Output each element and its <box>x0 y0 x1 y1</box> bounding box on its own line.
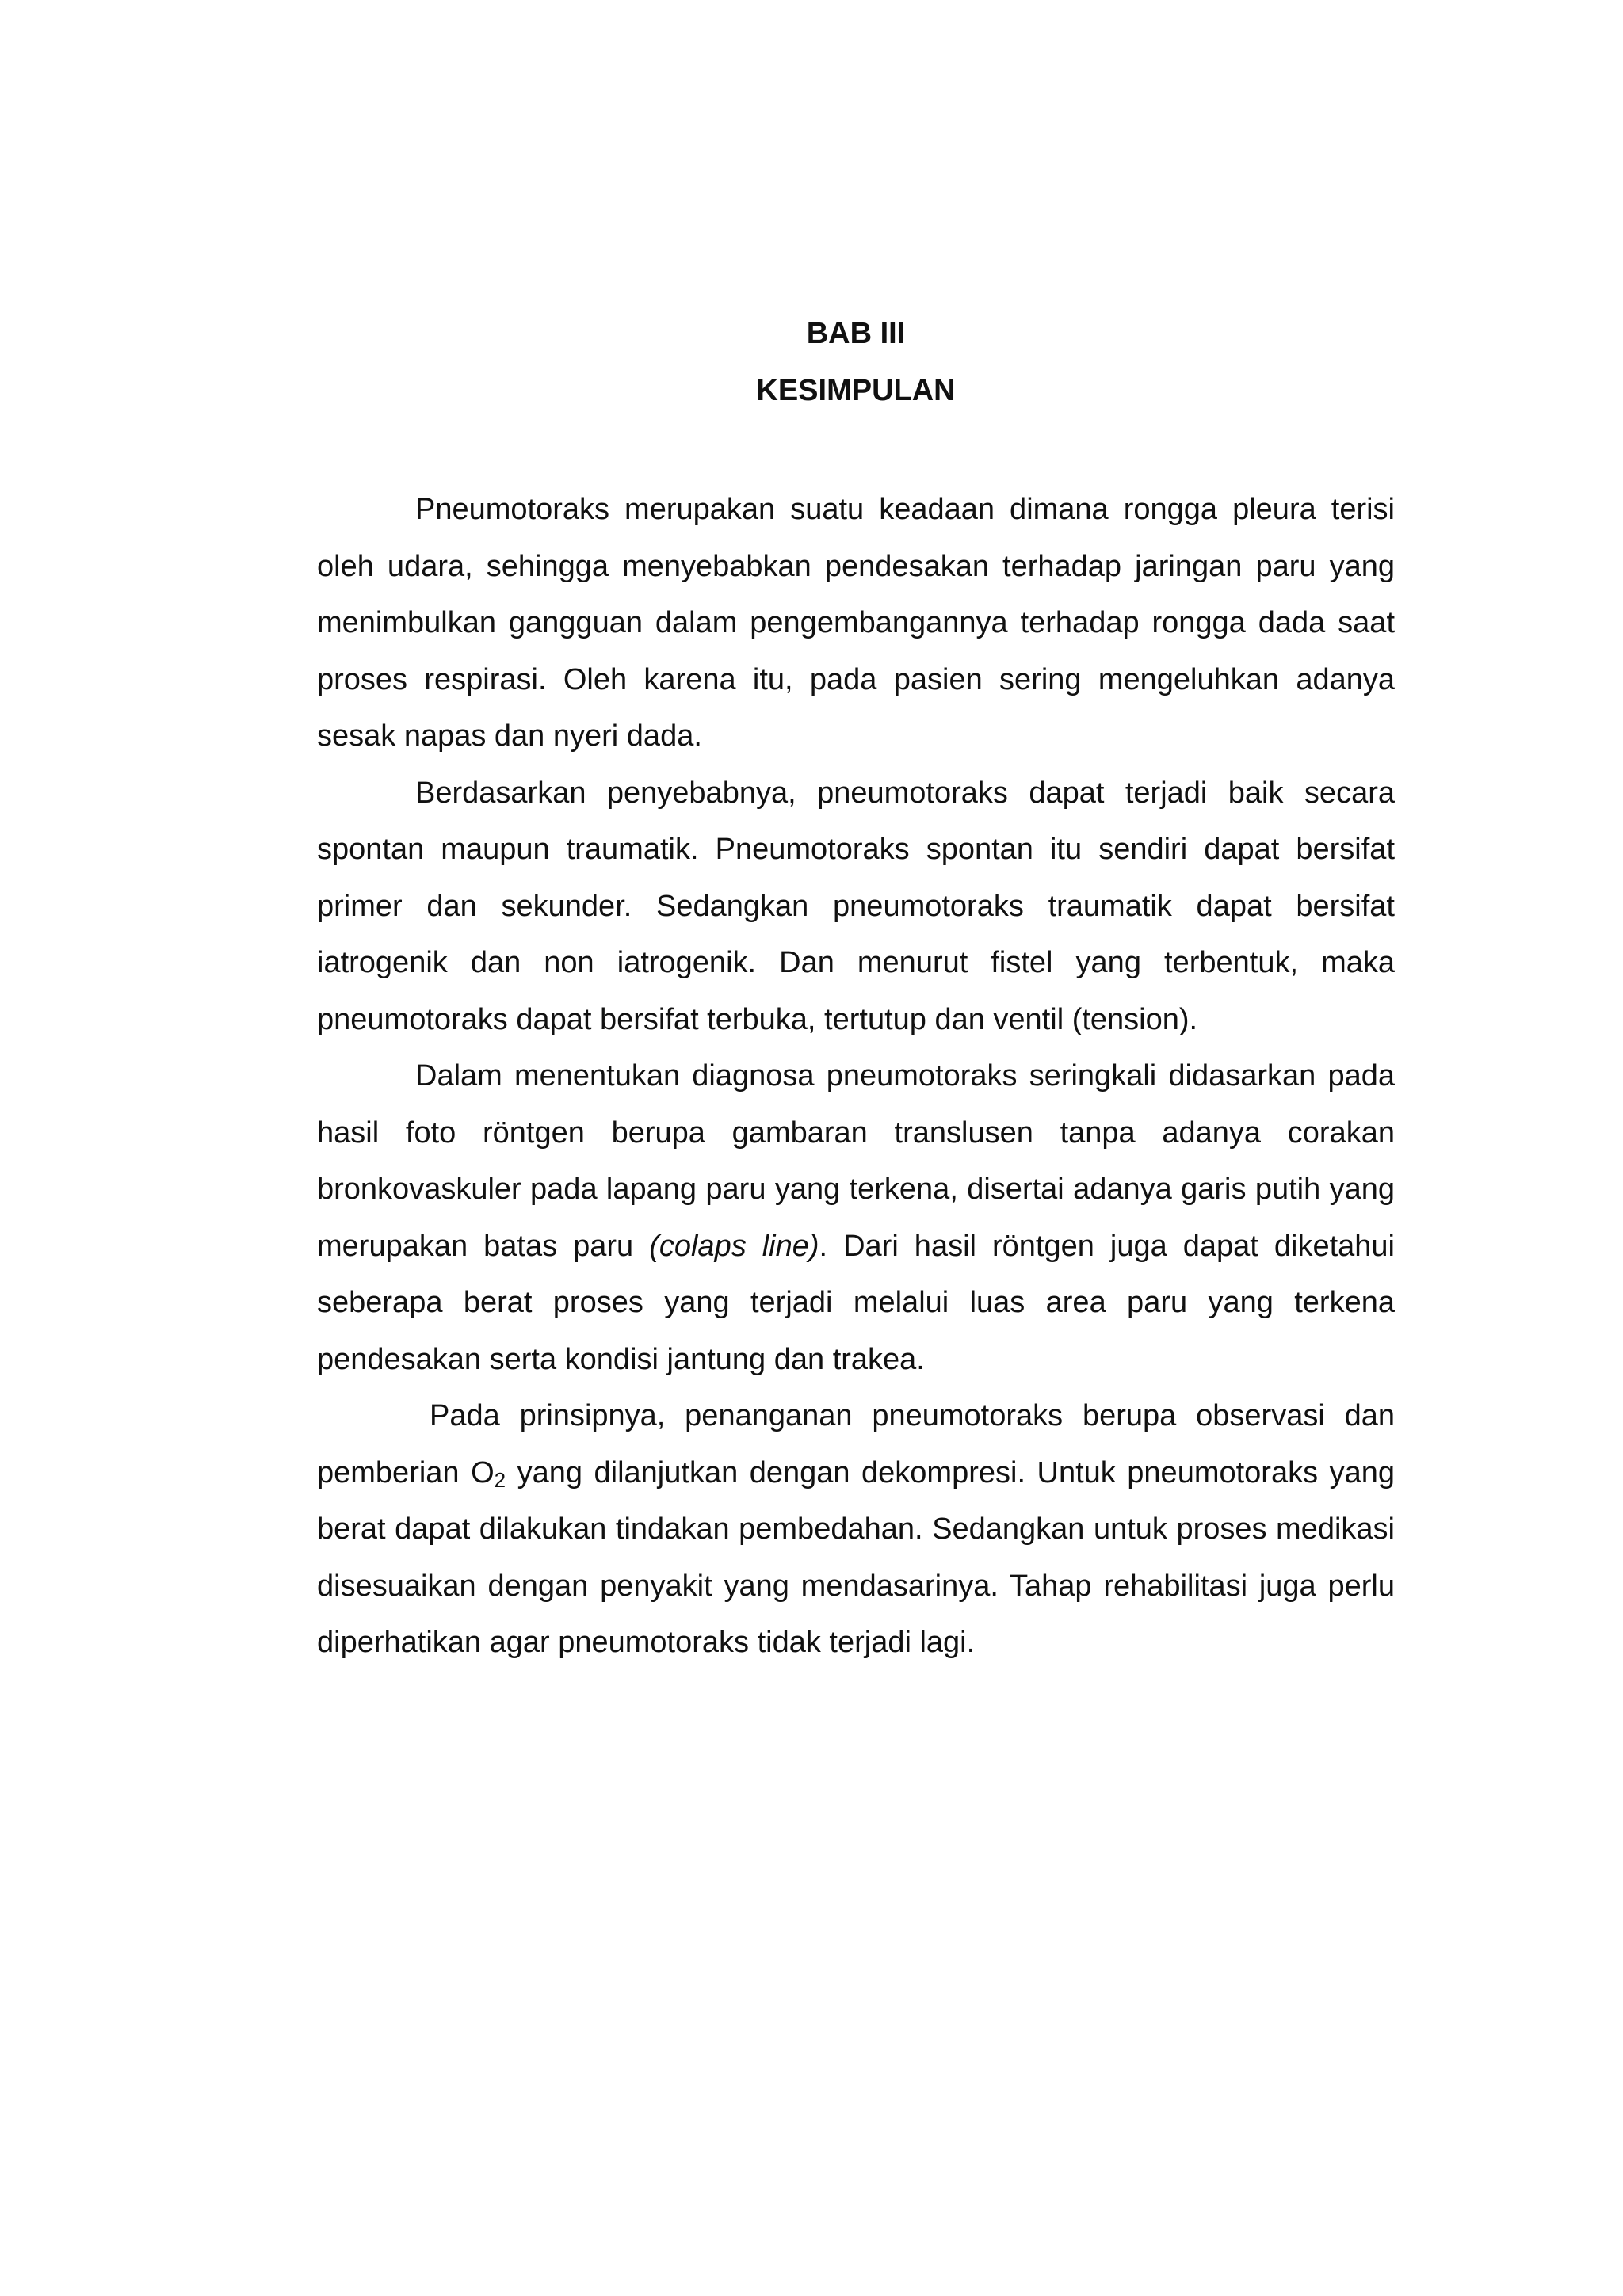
paragraph-4 <box>317 1388 1395 1672</box>
paragraph-4-text: Pada prinsipnya, penanganan pneumotoraks berupa observasi dan pemberian O <box>317 1399 1395 1489</box>
colaps-line-term: (colaps line) <box>649 1229 819 1263</box>
paragraph-4-last-line: pneumotoraks tidak terjadi lagi. <box>558 1626 976 1659</box>
paragraph-3 <box>317 1048 1395 1388</box>
oxygen-subscript: 2 <box>494 1467 506 1492</box>
paragraph-1: Pneumotoraks merupakan suatu keadaan dimana rongga pleura terisi oleh udara, sehingga menyebabkan pendesakan terhadap jaringan paru yang menimbulkan gangguan dalam pengembangannya terhadap rongga dada saat proses respirasi. Oleh karena itu, pada pasien sering mengeluhkan adanya sesak napas dan nyeri dada. <box>317 493 1395 753</box>
chapter-heading: BAB III <box>806 317 906 350</box>
chapter-title: KESIMPULAN <box>756 374 956 407</box>
paragraph-3-text: Dalam menentukan diagnosa pneumotoraks seringkali didasarkan pada hasil foto röntgen berupa gambaran translusen tanpa adanya corakan bronkovaskuler pada lapang paru yang terkena, disertai adanya garis putih yang merupakan batas paru <box>317 1059 1395 1263</box>
paragraph-2: Berdasarkan penyebabnya, pneumotoraks dapat terjadi baik secara spontan maupun traumatik. Pneumotoraks spontan itu sendiri dapat bersifat primer dan sekunder. Sedangkan pneumotoraks traumatik dapat bersifat iatrogenik dan non iatrogenik. Dan menurut fistel yang terbentuk, maka pneumotoraks dapat bersifat terbuka, tertutup dan ventil (tension). <box>317 776 1395 1036</box>
paragraph-3-text-end: . Dari hasil röntgen juga dapat diketahui seberapa berat proses yang terjadi melalui luas area paru yang terkena pendesakan serta kondisi jantung dan trakea. <box>317 1229 1395 1376</box>
body-text <box>317 482 1395 1672</box>
paragraph-4-text-end: yang dilanjutkan dengan dekompresi. Untuk pneumotoraks yang berat dapat dilakukan tindakan pembedahan. Sedangkan untuk proses medikasi disesuaikan dengan penyakit yang mendasarinya. Tahap rehabilitasi juga perlu diperhatikan agar <box>317 1455 1396 1659</box>
